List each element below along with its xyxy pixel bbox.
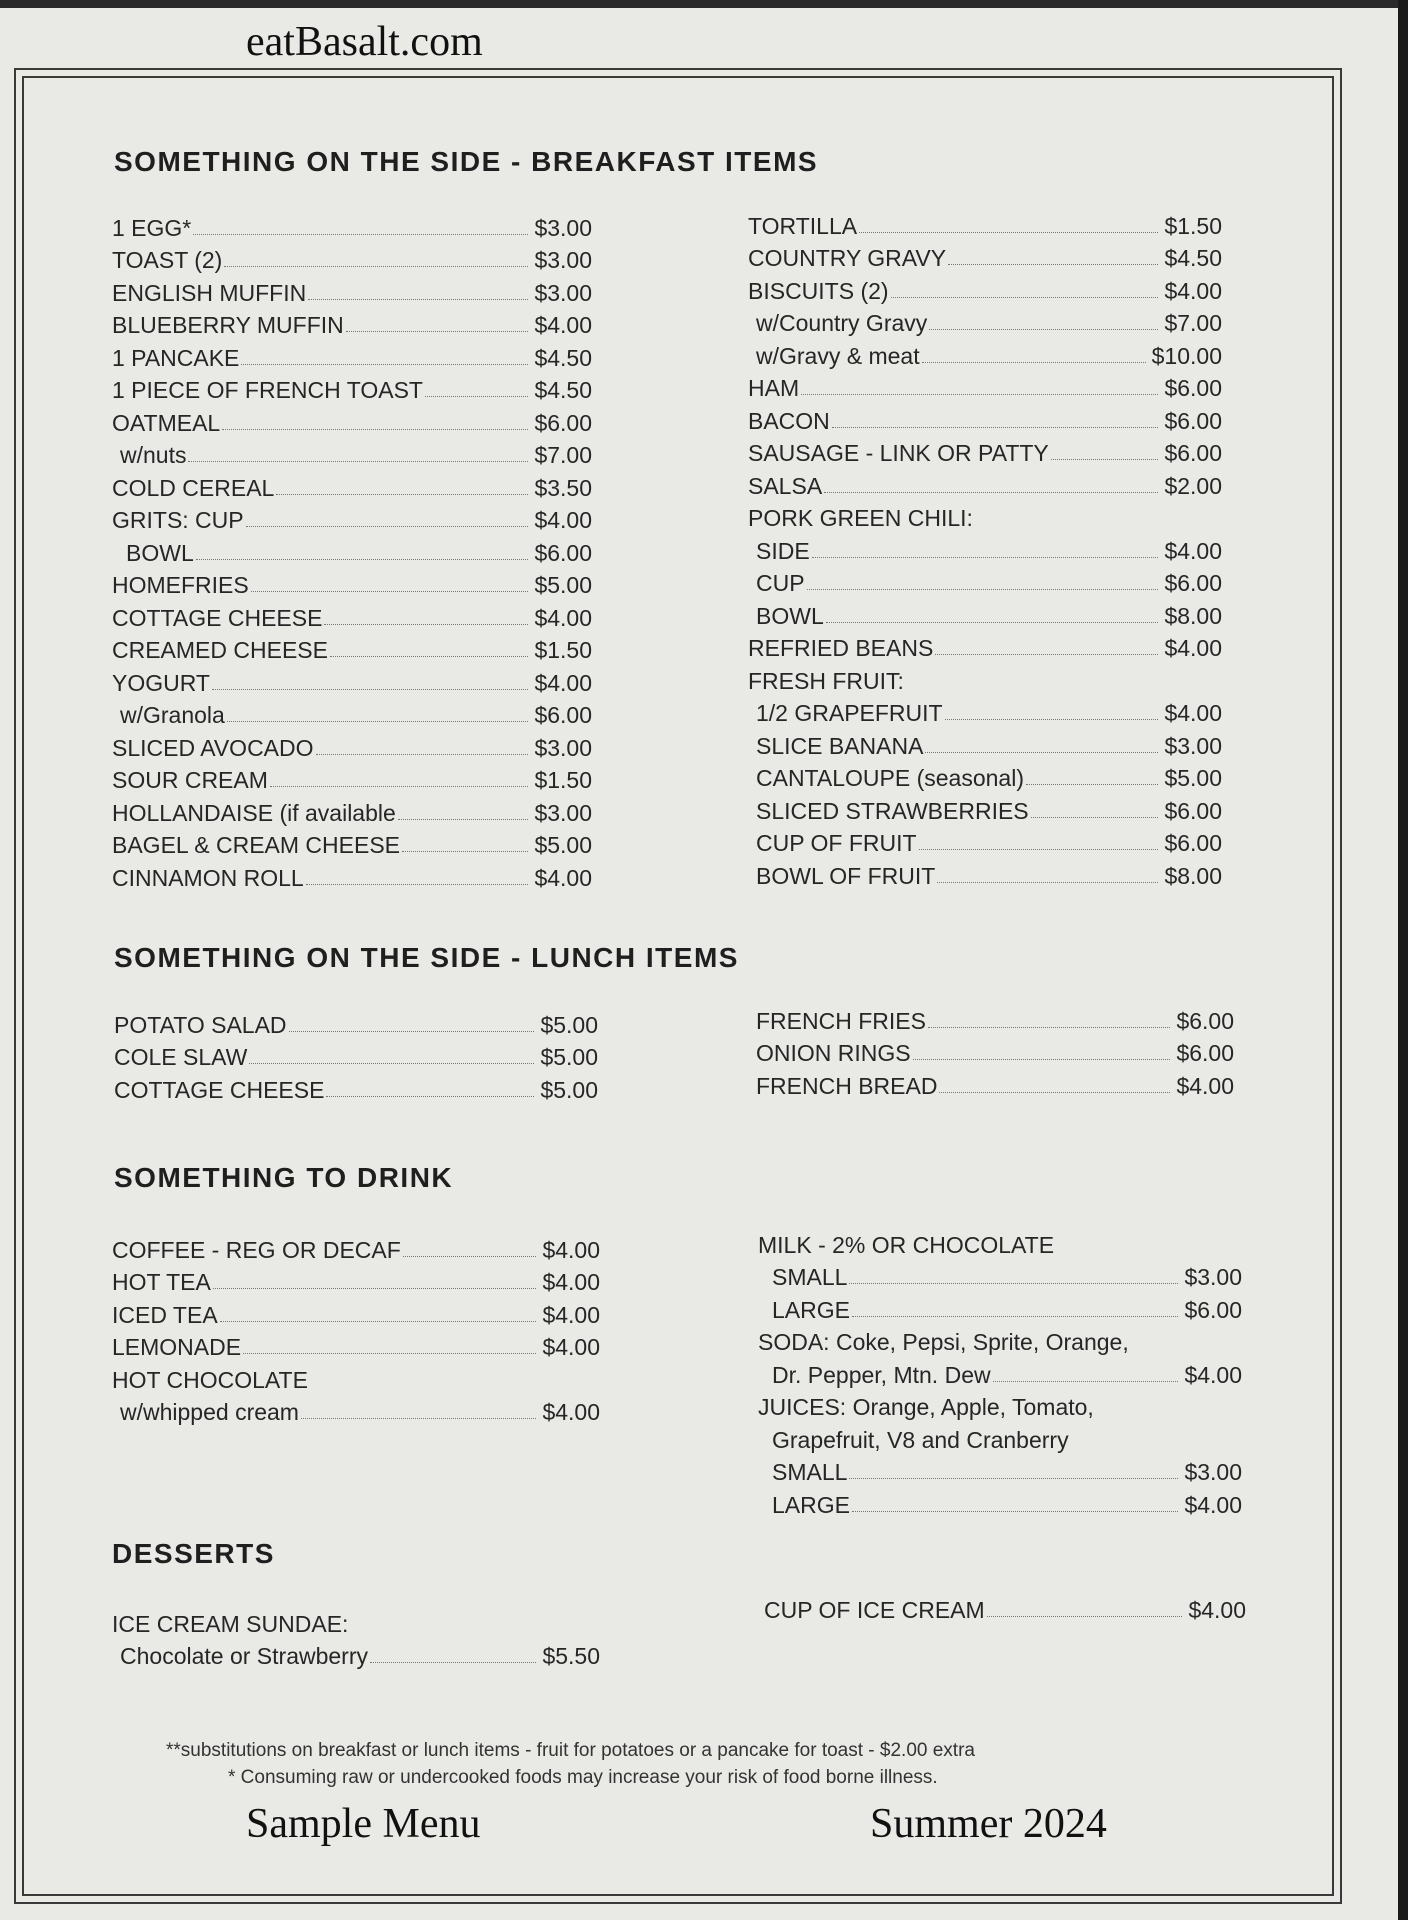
- menu-item-name: Chocolate or Strawberry: [120, 1643, 368, 1669]
- menu-item-price: $1.50: [1164, 212, 1222, 239]
- menu-item: [112, 696, 592, 729]
- menu-item-name: COLE SLAW: [114, 1044, 248, 1070]
- menu-item: [758, 1225, 1242, 1258]
- menu-item-price: $2.00: [1164, 472, 1222, 499]
- dot-leader: [849, 1478, 1178, 1479]
- menu-item: [758, 1323, 1242, 1356]
- menu-item: [112, 858, 592, 891]
- menu-item-name: MILK - 2% OR CHOCOLATE: [758, 1231, 1055, 1258]
- menu-item: [748, 596, 1222, 629]
- menu-item-price: $3.00: [534, 214, 592, 241]
- menu-item-name: SMALL: [772, 1459, 848, 1485]
- menu-item-price: $4.00: [1164, 277, 1222, 304]
- breakfast-right-column: [748, 206, 1222, 889]
- dot-leader: [241, 364, 528, 365]
- dot-leader: [316, 754, 529, 755]
- menu-item: [748, 466, 1222, 499]
- dot-leader: [224, 266, 528, 267]
- menu-item: [112, 338, 592, 371]
- dot-leader: [852, 1511, 1178, 1512]
- menu-item-name: BLUEBERRY MUFFIN: [112, 312, 344, 338]
- menu-item: [748, 336, 1222, 369]
- dot-leader: [1031, 817, 1159, 818]
- menu-item-price: $3.00: [534, 247, 592, 273]
- menu-item: [758, 1485, 1242, 1518]
- menu-item: [748, 401, 1222, 434]
- drinks-left-column: [112, 1230, 600, 1425]
- dot-leader: [891, 297, 1159, 298]
- menu-item-price: $6.00: [1164, 830, 1222, 856]
- footer-sample-menu: Sample Menu: [246, 1801, 481, 1847]
- dot-leader: [188, 461, 528, 462]
- menu-item-name: REFRIED BEANS: [748, 635, 934, 661]
- menu-item: [114, 1070, 598, 1103]
- menu-item-name: SLICE BANANA: [756, 732, 924, 759]
- menu-item-name: LEMONADE: [112, 1334, 242, 1360]
- menu-item-price: $3.00: [534, 279, 592, 306]
- menu-item-name: COTTAGE CHEESE: [112, 604, 323, 631]
- dot-leader: [270, 786, 529, 787]
- menu-item-name: 1 EGG*: [112, 214, 192, 241]
- dot-leader: [929, 329, 1158, 330]
- dot-leader: [402, 851, 528, 852]
- menu-item-name: TORTILLA: [748, 212, 858, 239]
- dot-leader: [301, 1418, 536, 1419]
- lunch-title: SOMETHING ON THE SIDE - LUNCH ITEMS: [114, 942, 739, 973]
- menu-item-price: $4.00: [542, 1334, 600, 1360]
- menu-item: [748, 791, 1222, 824]
- dot-leader: [246, 526, 529, 527]
- menu-item-name: HOT TEA: [112, 1269, 211, 1295]
- dot-leader: [243, 1353, 536, 1354]
- dot-leader: [324, 624, 528, 625]
- menu-item-name: SLICED STRAWBERRIES: [756, 797, 1029, 824]
- dot-leader: [193, 234, 528, 235]
- menu-item-name: CANTALOUPE (seasonal): [756, 765, 1024, 791]
- substitution-note: **substitutions on breakfast or lunch items - fruit for potatoes or a pancake for toast - $2.00 extra: [166, 1740, 975, 1761]
- dot-leader: [222, 429, 528, 430]
- menu-item: [112, 826, 592, 859]
- footer-season: Summer 2024: [870, 1801, 1107, 1847]
- menu-item-name: CREAMED CHEESE: [112, 637, 328, 663]
- menu-item-price: $5.50: [542, 1643, 600, 1669]
- menu-item-price: $5.00: [540, 1044, 598, 1070]
- menu-item-name: BOWL: [756, 602, 824, 629]
- lunch-left-column: [114, 1005, 598, 1103]
- menu-item-name: w/nuts: [120, 442, 187, 468]
- menu-item-name: BOWL: [126, 539, 194, 566]
- menu-item-name: PORK GREEN CHILI:: [748, 505, 973, 531]
- dot-leader: [812, 557, 1159, 558]
- menu-item: [748, 531, 1222, 564]
- menu-item: [114, 1038, 598, 1071]
- menu-item: [112, 1263, 600, 1296]
- menu-item-price: $6.00: [534, 702, 592, 728]
- menu-item-price: $6.00: [1164, 570, 1222, 596]
- menu-item-name: COLD CEREAL: [112, 474, 275, 501]
- dot-leader: [948, 264, 1158, 265]
- dot-leader: [398, 819, 529, 820]
- dot-leader: [937, 882, 1158, 883]
- menu-item-price: $3.00: [534, 734, 592, 761]
- menu-item-price: $5.00: [534, 572, 592, 598]
- menu-item-name: FRENCH FRIES: [756, 1007, 926, 1034]
- menu-item-price: $4.50: [534, 377, 592, 403]
- menu-item: [112, 533, 592, 566]
- menu-item: [112, 793, 592, 826]
- menu-item: [758, 1453, 1242, 1486]
- menu-item-price: $4.00: [534, 312, 592, 338]
- menu-item-price: $8.00: [1164, 862, 1222, 889]
- menu-item-name: OATMEAL: [112, 409, 221, 436]
- menu-item: [748, 726, 1222, 759]
- menu-item-price: $4.00: [534, 864, 592, 891]
- menu-item-price: $6.00: [1176, 1007, 1234, 1034]
- menu-item: [112, 1637, 600, 1670]
- menu-item-price: $4.50: [534, 344, 592, 371]
- menu-item-price: $6.00: [1184, 1296, 1242, 1323]
- menu-item-price: $4.00: [1164, 537, 1222, 564]
- menu-item-name: CUP: [756, 570, 805, 596]
- menu-item: [112, 1328, 600, 1361]
- menu-item-name: BISCUITS (2): [748, 277, 889, 304]
- menu-item-price: $4.00: [534, 507, 592, 533]
- menu-item-name: Grapefruit, V8 and Cranberry: [772, 1426, 1069, 1453]
- dot-leader: [403, 1256, 537, 1257]
- raw-food-warning: * Consuming raw or undercooked foods may increase your risk of food borne illness.: [228, 1767, 938, 1788]
- dot-leader: [251, 591, 529, 592]
- menu-item: [112, 728, 592, 761]
- menu-item-name: SODA: Coke, Pepsi, Sprite, Orange,: [758, 1329, 1129, 1355]
- dot-leader: [425, 396, 528, 397]
- menu-item: [748, 661, 1222, 694]
- menu-item-name: ICED TEA: [112, 1301, 218, 1328]
- menu-item-name: w/Gravy & meat: [756, 342, 920, 369]
- menu-item-price: $10.00: [1151, 342, 1222, 369]
- menu-item: [112, 436, 592, 469]
- menu-item-price: $3.00: [1184, 1459, 1242, 1485]
- menu-item-name: ICE CREAM SUNDAE:: [112, 1610, 349, 1637]
- menu-item-price: $3.00: [1164, 732, 1222, 759]
- dot-leader: [306, 884, 529, 885]
- menu-item: [748, 369, 1222, 402]
- menu-item-name: BAGEL & CREAM CHEESE: [112, 832, 401, 858]
- menu-item-name: SIDE: [756, 537, 810, 564]
- menu-item-name: SOUR CREAM: [112, 767, 268, 793]
- menu-item-price: $4.00: [542, 1301, 600, 1328]
- menu-item: [112, 1604, 600, 1637]
- menu-item-name: 1/2 GRAPEFRUIT: [756, 700, 943, 726]
- menu-item-price: $4.00: [534, 604, 592, 631]
- menu-item-price: $8.00: [1164, 602, 1222, 629]
- menu-item-price: $6.00: [1164, 440, 1222, 466]
- menu-item: [748, 206, 1222, 239]
- photo-edge-top: [0, 0, 1408, 8]
- menu-item: [748, 759, 1222, 792]
- menu-item-name: w/Granola: [120, 702, 225, 728]
- menu-item-price: $3.00: [1184, 1264, 1242, 1290]
- menu-item-price: $6.00: [1164, 407, 1222, 434]
- menu-item: [112, 273, 592, 306]
- site-link[interactable]: eatBasalt.com: [246, 19, 483, 65]
- menu-item: [764, 1590, 1246, 1623]
- dot-leader: [1051, 459, 1159, 460]
- menu-item-name: COUNTRY GRAVY: [748, 245, 947, 271]
- menu-item-price: $4.00: [1164, 635, 1222, 661]
- menu-item: [114, 1005, 598, 1038]
- menu-item: [112, 403, 592, 436]
- dot-leader: [289, 1031, 535, 1032]
- drinks-right-column: [758, 1225, 1242, 1518]
- dot-leader: [824, 492, 1158, 493]
- menu-item-name: TOAST (2): [112, 247, 223, 273]
- menu-item-price: $5.00: [534, 832, 592, 858]
- menu-item: [758, 1388, 1242, 1421]
- menu-item-name: COFFEE - REG OR DECAF: [112, 1236, 401, 1263]
- desserts-left-column: [112, 1604, 600, 1669]
- dot-leader: [249, 1063, 534, 1064]
- dot-leader: [919, 849, 1159, 850]
- dot-leader: [993, 1381, 1179, 1382]
- menu-item-name: CINNAMON ROLL: [112, 864, 304, 891]
- menu-item-name: FRESH FRUIT:: [748, 667, 904, 694]
- dot-leader: [807, 589, 1159, 590]
- menu-item: [112, 663, 592, 696]
- menu-item-price: $6.00: [534, 409, 592, 436]
- menu-item: [112, 598, 592, 631]
- menu-item: [112, 371, 592, 404]
- menu-item-price: $4.00: [542, 1236, 600, 1263]
- menu-item-price: $4.50: [1164, 245, 1222, 271]
- menu-item-name: JUICES: Orange, Apple, Tomato,: [758, 1394, 1094, 1420]
- menu-item-price: $4.00: [1184, 1491, 1242, 1518]
- menu-item-price: $6.00: [1164, 797, 1222, 824]
- menu-item-name: SMALL: [772, 1264, 848, 1290]
- dot-leader: [326, 1096, 534, 1097]
- dot-leader: [227, 721, 529, 722]
- menu-item-name: HOLLANDAISE (if available: [112, 799, 396, 826]
- menu-item: [112, 501, 592, 534]
- dot-leader: [859, 232, 1158, 233]
- desserts-title: DESSERTS: [112, 1538, 275, 1569]
- dot-leader: [928, 1027, 1170, 1028]
- menu-item-name: ENGLISH MUFFIN: [112, 279, 307, 306]
- dot-leader: [935, 654, 1158, 655]
- menu-item: [748, 564, 1222, 597]
- menu-item-price: $1.50: [534, 637, 592, 663]
- menu-item: [748, 694, 1222, 727]
- menu-item-name: CUP OF FRUIT: [756, 830, 917, 856]
- dot-leader: [370, 1662, 536, 1663]
- menu-item: [758, 1258, 1242, 1291]
- menu-item-price: $7.00: [1164, 310, 1222, 336]
- dot-leader: [196, 559, 529, 560]
- breakfast-title: SOMETHING ON THE SIDE - BREAKFAST ITEMS: [114, 146, 819, 177]
- menu-item: [758, 1420, 1242, 1453]
- menu-item: [756, 1066, 1234, 1099]
- dot-leader: [945, 719, 1159, 720]
- menu-item-name: 1 PANCAKE: [112, 344, 240, 371]
- menu-item-price: $4.00: [542, 1399, 600, 1425]
- dot-leader: [925, 752, 1158, 753]
- menu-item-name: POTATO SALAD: [114, 1011, 287, 1038]
- menu-item-price: $6.00: [1176, 1040, 1234, 1066]
- menu-item-name: BOWL OF FRUIT: [756, 862, 936, 889]
- menu-item-name: LARGE: [772, 1296, 850, 1323]
- desserts-right-column: [764, 1590, 1246, 1623]
- menu-item-price: $4.00: [1184, 1361, 1242, 1388]
- menu-item: [756, 1034, 1234, 1067]
- menu-item-price: $4.00: [1176, 1072, 1234, 1099]
- dot-leader: [330, 656, 528, 657]
- dot-leader: [913, 1059, 1171, 1060]
- menu-item-name: LARGE: [772, 1491, 850, 1518]
- menu-item: [112, 241, 592, 274]
- dot-leader: [801, 394, 1158, 395]
- lunch-right-column: [756, 1001, 1234, 1099]
- menu-item: [748, 271, 1222, 304]
- menu-item-name: CUP OF ICE CREAM: [764, 1596, 985, 1623]
- menu-item-price: $6.00: [534, 539, 592, 566]
- menu-item-name: SAUSAGE - LINK OR PATTY: [748, 440, 1049, 466]
- menu-item: [112, 631, 592, 664]
- menu-item-name: SLICED AVOCADO: [112, 734, 314, 761]
- dot-leader: [220, 1321, 537, 1322]
- dot-leader: [308, 299, 528, 300]
- menu-item: [112, 566, 592, 599]
- dot-leader: [987, 1616, 1183, 1617]
- dot-leader: [922, 362, 1146, 363]
- menu-item-price: $4.00: [534, 669, 592, 696]
- dot-leader: [1026, 784, 1158, 785]
- menu-item: [112, 1360, 600, 1393]
- menu-item: [756, 1001, 1234, 1034]
- menu-item: [758, 1290, 1242, 1323]
- menu-item: [112, 761, 592, 794]
- menu-item-price: $3.50: [534, 474, 592, 501]
- dot-leader: [346, 331, 529, 332]
- menu-item-name: FRENCH BREAD: [756, 1072, 938, 1099]
- menu-item-price: $5.00: [540, 1076, 598, 1103]
- menu-item: [758, 1355, 1242, 1388]
- dot-leader: [212, 689, 528, 690]
- menu-item: [748, 304, 1222, 337]
- menu-item: [112, 1230, 600, 1263]
- menu-item: [748, 499, 1222, 532]
- menu-item-price: $5.00: [540, 1011, 598, 1038]
- menu-item-name: GRITS: CUP: [112, 507, 244, 533]
- menu-item: [112, 1295, 600, 1328]
- menu-item: [112, 306, 592, 339]
- menu-item: [748, 434, 1222, 467]
- menu-item: [112, 468, 592, 501]
- menu-item-price: $4.00: [1164, 700, 1222, 726]
- dot-leader: [939, 1092, 1170, 1093]
- menu-item: [748, 239, 1222, 272]
- photo-edge-right: [1398, 0, 1408, 1920]
- menu-item-name: SALSA: [748, 472, 823, 499]
- menu-item-price: $1.50: [534, 767, 592, 793]
- menu-item-price: $7.00: [534, 442, 592, 468]
- dot-leader: [213, 1288, 537, 1289]
- menu-item: [748, 856, 1222, 889]
- menu-item-name: HOT CHOCOLATE: [112, 1366, 308, 1393]
- menu-item-name: 1 PIECE OF FRENCH TOAST: [112, 377, 423, 403]
- dot-leader: [849, 1283, 1178, 1284]
- menu-item-price: $3.00: [534, 799, 592, 826]
- menu-item-name: YOGURT: [112, 669, 210, 696]
- menu-item-name: COTTAGE CHEESE: [114, 1076, 325, 1103]
- breakfast-left-column: [112, 208, 592, 891]
- dot-leader: [852, 1316, 1178, 1317]
- menu-item-name: HOMEFRIES: [112, 572, 249, 598]
- dot-leader: [826, 622, 1159, 623]
- menu-item-name: HAM: [748, 375, 800, 401]
- menu-item-price: $4.00: [1188, 1596, 1246, 1623]
- menu-item-name: w/Country Gravy: [756, 310, 928, 336]
- menu-item-price: $5.00: [1164, 765, 1222, 791]
- menu-item-name: Dr. Pepper, Mtn. Dew: [772, 1361, 991, 1388]
- menu-item-price: $6.00: [1164, 375, 1222, 401]
- drinks-title: SOMETHING TO DRINK: [114, 1162, 454, 1193]
- menu-item-name: BACON: [748, 407, 830, 434]
- menu-item: [112, 208, 592, 241]
- menu-item-name: w/whipped cream: [120, 1399, 299, 1425]
- menu-item: [748, 629, 1222, 662]
- dot-leader: [832, 427, 1159, 428]
- menu-item-price: $4.00: [542, 1269, 600, 1295]
- menu-item: [112, 1393, 600, 1426]
- menu-item: [748, 824, 1222, 857]
- dot-leader: [276, 494, 528, 495]
- menu-item-name: ONION RINGS: [756, 1040, 911, 1066]
